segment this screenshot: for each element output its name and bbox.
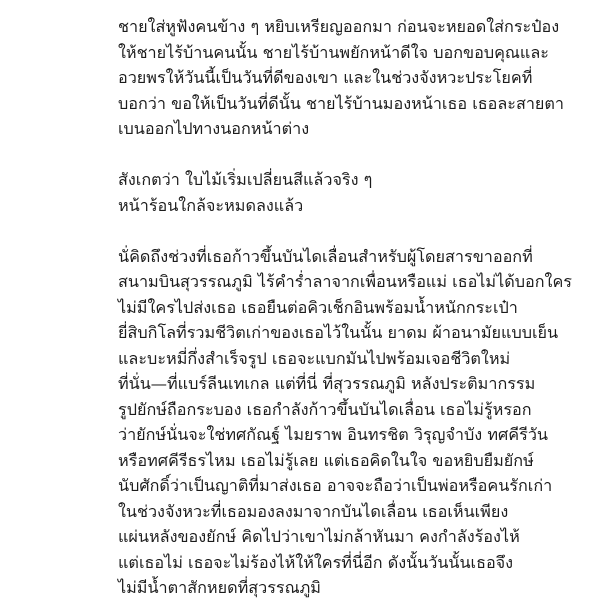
text-line: รูปยักษ์ถือกระบอง เธอกำลังก้าวขึ้นบันไดเลื่อน เธอไม่รู้หรอก <box>118 399 532 419</box>
text-line: สนามบินสุวรรณภูมิ ไร้คำร่ำลาจากเพื่อนหรือแม่ เธอไม่ได้บอกใคร <box>118 272 572 291</box>
paragraph-3 <box>118 244 572 600</box>
text-line: หน้าร้อนใกล้จะหมดลงแล้ว <box>118 195 304 215</box>
text-line: สังเกตว่า ใบไม้เริ่มเปลี่ยนสีแล้วจริง ๆ <box>118 170 373 189</box>
text-line: ว่ายักษ์นั่นจะใช่ทศกัณฐ์ ไมยราพ อินทรชิต วิรุญจำบัง ทศคีรีวัน <box>118 425 548 444</box>
text-line: ชายใส่หูฟังคนข้าง ๆ หยิบเหรียญออกมา ก่อนจะหยอดใส่กระป๋อง <box>118 17 560 36</box>
paragraph-2 <box>118 167 540 218</box>
text-line: นับศักดิ์ว่าเป็นญาติที่มาส่งเธอ อาจจะถือว่าเป็นพ่อหรือคนรักเก่า <box>118 476 553 495</box>
text-line: ไม่มีน้ำตาสักหยดที่สุวรรณภูมิ <box>118 578 321 597</box>
text-line: ในช่วงจังหวะที่เธอมองลงมาจากบันไดเลื่อน เธอเห็นเพียง <box>118 501 509 521</box>
text-line: ไม่มีใครไปส่งเธอ เธอยืนต่อคิวเช็กอินพร้อมน้ำหนักกระเป๋า <box>118 297 518 317</box>
paragraph-spacer <box>118 218 540 244</box>
paragraph-1 <box>118 14 565 142</box>
text-line: และบะหมี่กึ่งสำเร็จรูป เธอจะแบกมันไปพร้อมเจอชีวิตใหม่ <box>118 348 511 368</box>
text-line: อวยพรให้วันนี้เป็นวันที่ดีของเขา และในช่วงจังหวะประโยคที่ <box>118 68 533 87</box>
paragraph-spacer <box>118 142 540 168</box>
text-line: หรือทศคีรีธรไหม เธอไม่รู้เลย แต่เธอคิดในใจ ขอหยิบยืมยักษ์ <box>118 450 534 470</box>
text-line: แผ่นหลังของยักษ์ คิดไปว่าเขาไม่กล้าหันมา คงกำลังร้องไห้ <box>118 527 520 546</box>
text-line: เบนออกไปทางนอกหน้าต่าง <box>118 119 310 138</box>
text-line: นั่คิดถึงช่วงที่เธอก้าวขึ้นบันไดเลื่อนสำหรับผู้โดยสารขาออกที่ <box>118 246 533 266</box>
text-line: บอกว่า ขอให้เป็นวันที่ดีนั้น ชายไร้บ้านมองหน้าเธอ เธอละสายตา <box>118 93 565 113</box>
text-line: ที่นั่น—ที่แบร์ลีนเทเกล แต่ที่นี่ ที่สุวรรณภูมิ หลังประติมากรรม <box>118 374 536 393</box>
text-line: ให้ชายไร้บ้านคนนั้น ชายไร้บ้านพยักหน้าดีใจ บอกขอบคุณและ <box>118 42 549 62</box>
text-line: ยี่สิบกิโลที่รวมชีวิตเก่าของเธอไว้ในนั้น ยาดม ผ้าอนามัยแบบเย็น <box>118 323 559 342</box>
text-line: แต่เธอไม่ เธอจะไม่ร้องไห้ให้ใครที่นี่อีก ดังนั้นวันนั้นเธอจึง <box>118 552 514 572</box>
